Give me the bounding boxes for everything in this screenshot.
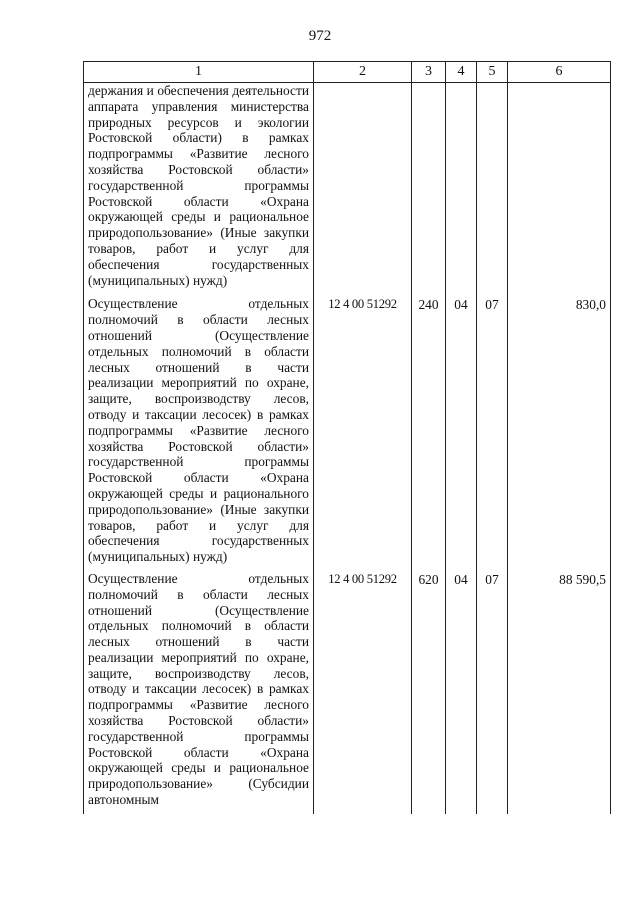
target-article-code: 12 4 00 51292 <box>314 571 412 814</box>
column-header-2: 2 <box>314 62 412 83</box>
amount: 830,0 <box>508 296 611 571</box>
row-description: Осуществление отдельных полномочий в области лесных отношений (Осуществление отдельных полномочий в области лесных отношений в части реализации мероприятий по охране, защите, воспроизводству лесов, отводу и таксации лесосек) в рамках подпрограммы «Развитие лесного хозяйства Ростовской области» государственной программы Ростовской области «Охрана окружающей среды и рационального природопользование» (Иные закупки товаров, работ и услуг для обеспечения государственных (муниципальных) нужд) <box>84 296 314 571</box>
section: 04 <box>446 571 477 814</box>
row-description: держания и обеспечения деятельности аппарата управления министерства природных ресурсов и экологии Ростовской области) в рамках подпрограммы «Развитие лесного хозяйства Ростовской области» государственной программы Ростовской области «Охрана окружающей среды и рациональное природопользование» (Иные закупки товаров, работ и услуг для обеспечения государственных (муниципальных) нужд) <box>84 83 314 297</box>
page-number: 972 <box>308 28 332 44</box>
section <box>446 83 477 297</box>
table-header-row <box>84 62 611 83</box>
target-article-code: 12 4 00 51292 <box>314 296 412 571</box>
table-row <box>84 296 611 571</box>
column-header-6: 6 <box>508 62 611 83</box>
expense-type <box>412 83 446 297</box>
subsection: 07 <box>477 571 508 814</box>
table-row <box>84 571 611 814</box>
amount <box>508 83 611 297</box>
subsection: 07 <box>477 296 508 571</box>
column-header-3: 3 <box>412 62 446 83</box>
section: 04 <box>446 296 477 571</box>
amount: 88 590,5 <box>508 571 611 814</box>
row-description: Осуществление отдельных полномочий в области лесных отношений (Осуществление отдельных полномочий в области лесных отношений в части реализации мероприятий по охране, защите, воспроизводству лесов, отводу и таксации лесосек) в рамках подпрограммы «Развитие лесного хозяйства Ростовской области» государственной программы Ростовской области «Охрана окружающей среды и рациональное природопользование» (Субсидии автономным <box>84 571 314 814</box>
column-header-5: 5 <box>477 62 508 83</box>
budget-table <box>83 61 611 814</box>
expense-type: 240 <box>412 296 446 571</box>
column-header-4: 4 <box>446 62 477 83</box>
expense-type: 620 <box>412 571 446 814</box>
subsection <box>477 83 508 297</box>
column-header-1: 1 <box>84 62 314 83</box>
table-row <box>84 83 611 297</box>
target-article-code <box>314 83 412 297</box>
